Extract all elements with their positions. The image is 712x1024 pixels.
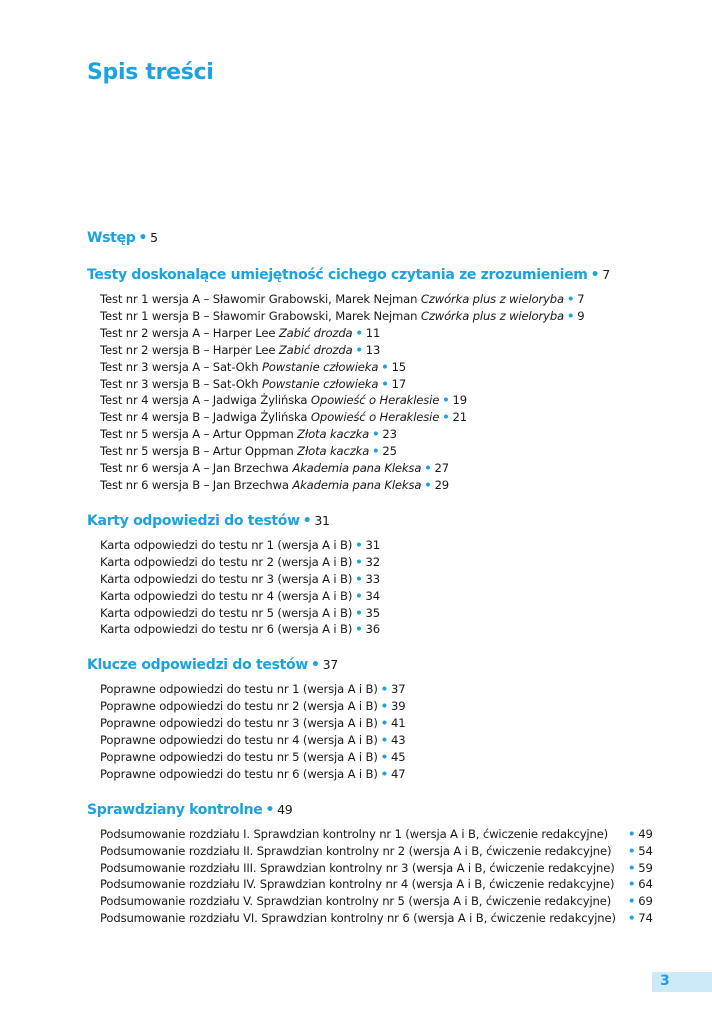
entry-text: Poprawne odpowiedzi do testu nr 5 (wersja A i B) [100,749,378,764]
bullet: • [381,376,389,391]
entry-page: 43 [390,733,406,748]
bullet: • [628,843,636,858]
entry-text: Test nr 5 wersja A – Artur Oppman [100,427,298,442]
entry-work-title: Akademia pana Kleksa [292,477,422,492]
entry-page: 17 [391,376,407,391]
section-heading[interactable] [87,511,687,531]
bullet: • [380,682,388,697]
entry-page: 31 [365,537,380,552]
toc-entry[interactable] [100,426,687,443]
entry-page: 36 [365,622,380,637]
toc-entry[interactable] [100,477,687,494]
bullet: • [380,733,388,748]
bullet: • [355,325,363,340]
entry-work-title: Opowieść o Heraklesie [310,393,440,408]
entry-text: Test nr 5 wersja B – Artur Oppman [100,444,298,459]
entry-page: 29 [434,477,450,492]
toc-entry[interactable] [100,376,687,393]
bullet: • [355,571,363,586]
entry-page: 47 [390,766,406,781]
bullet: • [628,826,636,841]
entry-text: Test nr 1 wersja B – Sławomir Grabowski, Marek Nejman [100,308,421,323]
toc-entry[interactable] [100,826,687,843]
entry-text: Test nr 2 wersja B – Harper Lee [100,342,279,357]
entry-work-title: Akademia pana Kleksa [292,461,422,476]
toc-entry[interactable] [100,893,687,910]
section-page: 7 [602,267,610,282]
bullet: • [442,410,450,425]
toc-entry[interactable] [100,621,687,638]
toc-entry[interactable] [100,910,687,927]
toc-entry[interactable] [100,291,687,308]
section-title: Testy doskonalące umiejętność cichego czytania ze zrozumieniem [87,267,588,283]
toc-entry[interactable] [100,409,687,426]
entry-page: 64 [638,877,653,892]
entry-text: Podsumowanie rozdziału I. Sprawdzian kontrolny nr 1 (wersja A i B, ćwiczenie redakcyjne) [100,826,609,841]
section-heading[interactable] [87,655,687,675]
entry-page: 35 [365,605,380,620]
section-heading[interactable] [87,800,687,820]
toc-entry[interactable] [100,537,687,554]
entry-page: 15 [391,359,407,374]
entry-text: Poprawne odpowiedzi do testu nr 1 (wersja A i B) [100,682,378,697]
entry-page: 39 [390,699,406,714]
answer-cards-entry-list [87,537,687,638]
entry-page: 21 [452,410,467,425]
control-tests-entry-list [87,826,687,927]
bullet: • [265,801,275,818]
entry-text: Karta odpowiedzi do testu nr 1 (wersja A i B) [100,537,353,552]
tests-entry-list [87,291,687,494]
bullet: • [628,911,636,926]
entry-page: 33 [365,571,380,586]
entry-page-group [625,843,653,860]
bullet: • [628,860,636,875]
toc-entry[interactable] [100,571,687,588]
page-number-box [652,972,712,992]
entry-work-title: Powstanie człowieka [261,376,379,391]
entry-page: 32 [365,554,380,569]
bullet: • [355,342,363,357]
toc-entry[interactable] [100,460,687,477]
entry-page: 11 [365,325,381,340]
entry-text: Podsumowanie rozdziału II. Sprawdzian kontrolny nr 2 (wersja A i B, ćwiczenie redakcyjne) [100,843,612,858]
section-title: Sprawdziany kontrolne [87,801,263,818]
entry-text: Test nr 1 wersja A – Sławomir Grabowski, Marek Nejman [100,292,421,306]
entry-text: Karta odpowiedzi do testu nr 6 (wersja A i B) [100,622,353,637]
table-of-contents [87,228,687,944]
bullet: • [424,461,432,476]
section-page: 5 [150,230,158,245]
entry-work-title: Czwórka plus z wieloryba [420,308,564,323]
entry-page: 13 [365,342,381,357]
toc-entry[interactable] [100,359,687,376]
entry-page: 19 [452,393,467,408]
toc-entry[interactable] [100,342,687,359]
entry-text: Karta odpowiedzi do testu nr 4 (wersja A i B) [100,588,353,603]
entry-page-group [625,860,653,877]
bullet: • [302,512,312,529]
toc-entry[interactable] [100,749,687,766]
bullet: • [380,749,388,764]
entry-text: Poprawne odpowiedzi do testu nr 4 (wersja A i B) [100,733,378,748]
section-title: Wstęp [87,230,136,246]
section-title: Karty odpowiedzi do testów [87,512,300,529]
entry-text: Test nr 4 wersja A – Jadwiga Żylińska [100,393,311,408]
entry-page-group [625,826,653,843]
entry-work-title: Czwórka plus z wieloryba [420,292,564,306]
entry-text: Test nr 6 wersja A – Jan Brzechwa [100,461,293,476]
bullet: • [567,308,575,323]
entry-text: Karta odpowiedzi do testu nr 2 (wersja A i B) [100,554,353,569]
toc-section-answer-cards [87,511,687,638]
answer-keys-entry-list [87,681,687,782]
bullet: • [628,877,636,892]
entry-page: 9 [577,308,585,323]
bullet: • [138,230,148,246]
bullet: • [566,292,575,306]
toc-entry[interactable] [100,876,687,893]
entry-text: Podsumowanie rozdziału V. Sprawdzian kontrolny nr 5 (wersja A i B, ćwiczenie redakcyjne) [100,894,612,909]
bullet: • [628,894,636,909]
bullet: • [372,427,380,442]
toc-entry[interactable] [100,392,687,409]
entry-work-title: Powstanie człowieka [261,359,379,374]
entry-text: Test nr 3 wersja A – Sat-Okh [100,359,262,374]
toc-section-intro [87,228,687,248]
toc-entry[interactable] [100,443,687,460]
entry-text: Podsumowanie rozdziału IV. Sprawdzian kontrolny nr 4 (wersja A i B, ćwiczenie redakcyjne) [100,877,615,892]
entry-page: 54 [638,843,653,858]
toc-entry[interactable] [100,605,687,622]
toc-entry[interactable] [100,715,687,732]
bullet: • [355,554,363,569]
toc-entry[interactable] [100,766,687,783]
page-title: Spis treści [87,60,214,85]
toc-entry[interactable] [100,698,687,715]
bullet: • [380,716,388,731]
entry-work-title: Zabić drozda [278,342,353,357]
entry-text: Test nr 2 wersja A – Harper Lee [100,325,279,340]
toc-entry[interactable] [100,554,687,571]
entry-work-title: Opowieść o Heraklesie [310,410,440,425]
toc-entry[interactable] [100,308,687,325]
toc-section-answer-keys [87,655,687,782]
bullet: • [355,588,363,603]
toc-section-control-tests [87,800,687,927]
toc-section-tests [87,265,687,494]
entry-text: Poprawne odpowiedzi do testu nr 6 (wersja A i B) [100,766,378,781]
entry-page: 7 [577,292,585,306]
entry-page-group [625,910,653,927]
page-number: 3 [660,973,670,989]
entry-text: Karta odpowiedzi do testu nr 3 (wersja A i B) [100,571,353,586]
entry-work-title: Złota kaczka [297,427,370,442]
section-page: 31 [314,512,330,528]
toc-entry[interactable] [100,843,687,860]
bullet: • [424,477,432,492]
entry-page-group [625,876,653,893]
entry-text: Karta odpowiedzi do testu nr 5 (wersja A i B) [100,605,353,620]
entry-page: 41 [390,716,406,731]
entry-text: Poprawne odpowiedzi do testu nr 3 (wersja A i B) [100,716,378,731]
section-title: Klucze odpowiedzi do testów [87,657,308,674]
toc-entry[interactable] [100,860,687,877]
bullet: • [442,393,450,408]
bullet: • [380,766,388,781]
bullet: • [355,622,363,637]
bullet: • [355,537,363,552]
bullet: • [310,657,320,674]
entry-page: 37 [390,682,406,697]
entry-page-group [625,893,653,910]
entry-page: 45 [390,749,406,764]
toc-entry[interactable] [100,588,687,605]
entry-text: Podsumowanie rozdziału VI. Sprawdzian kontrolny nr 6 (wersja A i B, ćwiczenie redakcyjne) [100,911,616,926]
toc-entry[interactable] [100,681,687,698]
entry-page: 27 [434,461,449,476]
bullet: • [372,444,380,459]
bullet: • [355,605,363,620]
bullet: • [380,699,388,714]
entry-page: 34 [365,588,380,603]
entry-page: 25 [382,444,397,459]
entry-text: Podsumowanie rozdziału III. Sprawdzian kontrolny nr 3 (wersja A i B, ćwiczenie redakcyjne) [100,860,615,875]
entry-text: Poprawne odpowiedzi do testu nr 2 (wersja A i B) [100,699,378,714]
entry-work-title: Złota kaczka [297,444,370,459]
entry-text: Test nr 6 wersja B – Jan Brzechwa [100,477,293,492]
entry-text: Test nr 3 wersja B – Sat-Okh [100,376,262,391]
entry-page: 69 [638,894,653,909]
section-page: 49 [277,801,293,817]
bullet: • [590,267,600,283]
entry-text: Test nr 4 wersja B – Jadwiga Żylińska [100,410,311,425]
entry-page: 74 [638,911,653,926]
bullet: • [381,359,389,374]
entry-work-title: Zabić drozda [278,325,353,340]
section-page: 37 [322,657,338,673]
entry-page: 59 [638,860,653,875]
toc-entry[interactable] [100,325,687,342]
section-heading[interactable] [87,228,687,248]
entry-page: 23 [382,427,397,442]
toc-entry[interactable] [100,732,687,749]
entry-page: 49 [638,826,653,841]
section-heading[interactable] [87,265,687,285]
